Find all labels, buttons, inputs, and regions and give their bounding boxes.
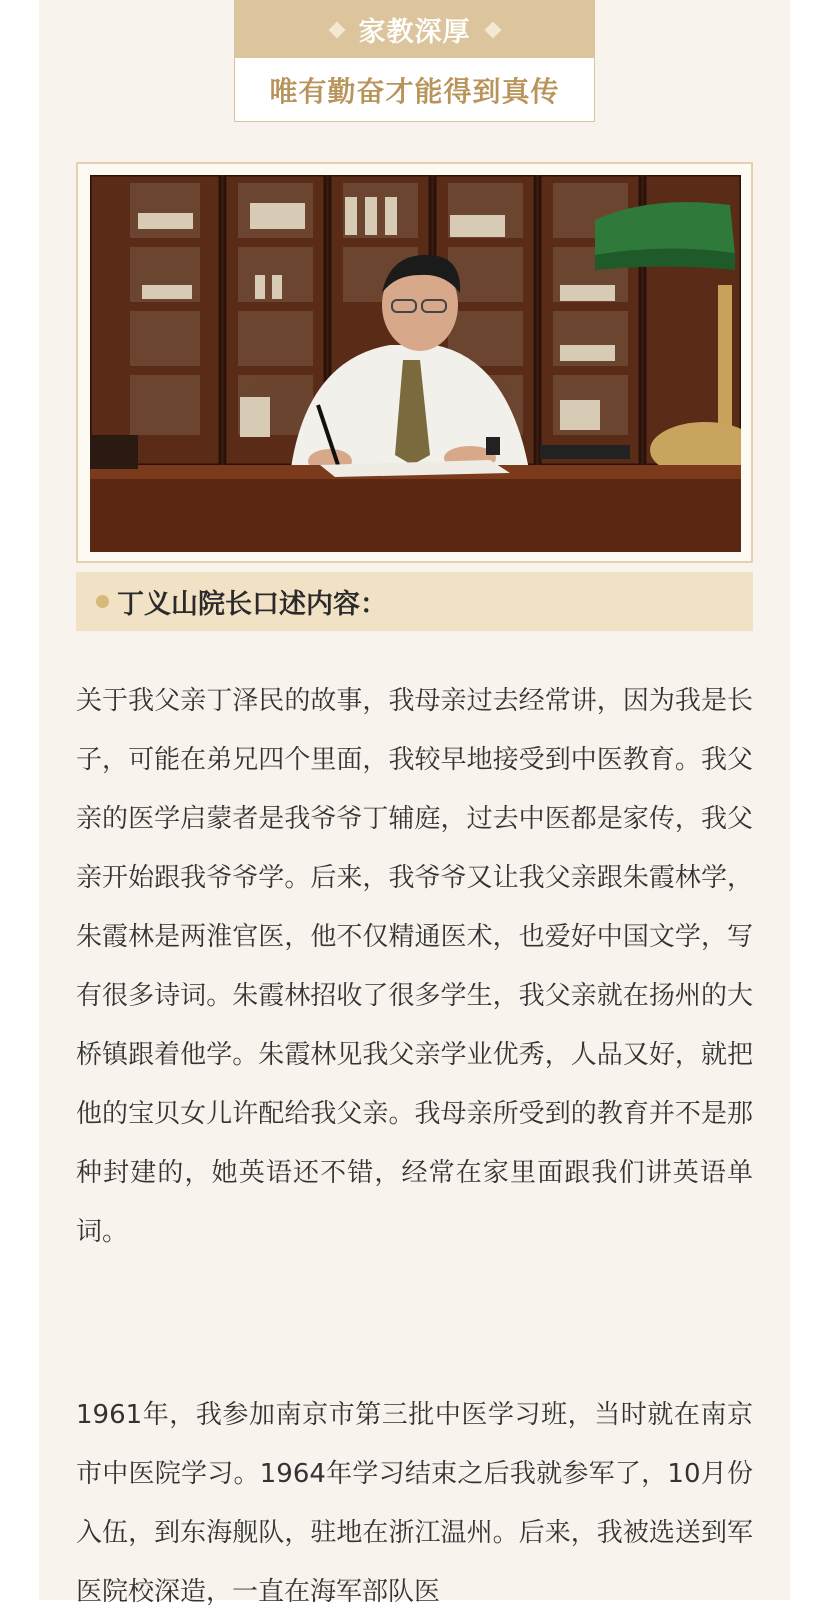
photo-frame [76,162,753,563]
section-label [76,572,753,631]
paragraph-2: 1961年，我参加南京市第三批中医学习班，当时就在南京市中医院学习。1964年学习结束之后我就参军了，10月份入伍，到东海舰队，驻地在浙江温州。后来，我被选送到军医院校深造，一直在海军部队医 [76,1400,753,1607]
header-title: 家教深厚 [358,17,471,48]
diamond-left-icon [328,21,345,38]
photo-illustration [90,175,741,552]
header-subtitle: 唯有勤奋才能得到真传 [269,75,560,108]
header-title-bar [235,1,594,58]
paragraph-1: 关于我父亲丁泽民的故事，我母亲过去经常讲，因为我是长子，可能在弟兄四个里面，我较早地接受到中医教育。我父亲的医学启蒙者是我爷爷丁辅庭，过去中医都是家传，我父亲开始跟我爷爷学。后来，我爷爷又让我父亲跟朱霞林学，朱霞林是两淮官医，他不仅精通医术，也爱好中国文学，写有很多诗词。朱霞林招收了很多学生，我父亲就在扬州的大桥镇跟着他学。朱霞林见我父亲学业优秀，人品又好，就把他的宝贝女儿许配给我父亲。我母亲所受到的教育并不是那种封建的，她英语还不错，经常在家里面跟我们讲英语单词。 [76,686,753,1247]
photo-man-writing-at-desk [90,175,741,552]
diamond-right-icon [484,21,501,38]
bullet-dot-icon [96,595,109,608]
section-label-text: 丁义山院长口述内容： [117,589,387,620]
section-header [234,0,595,122]
